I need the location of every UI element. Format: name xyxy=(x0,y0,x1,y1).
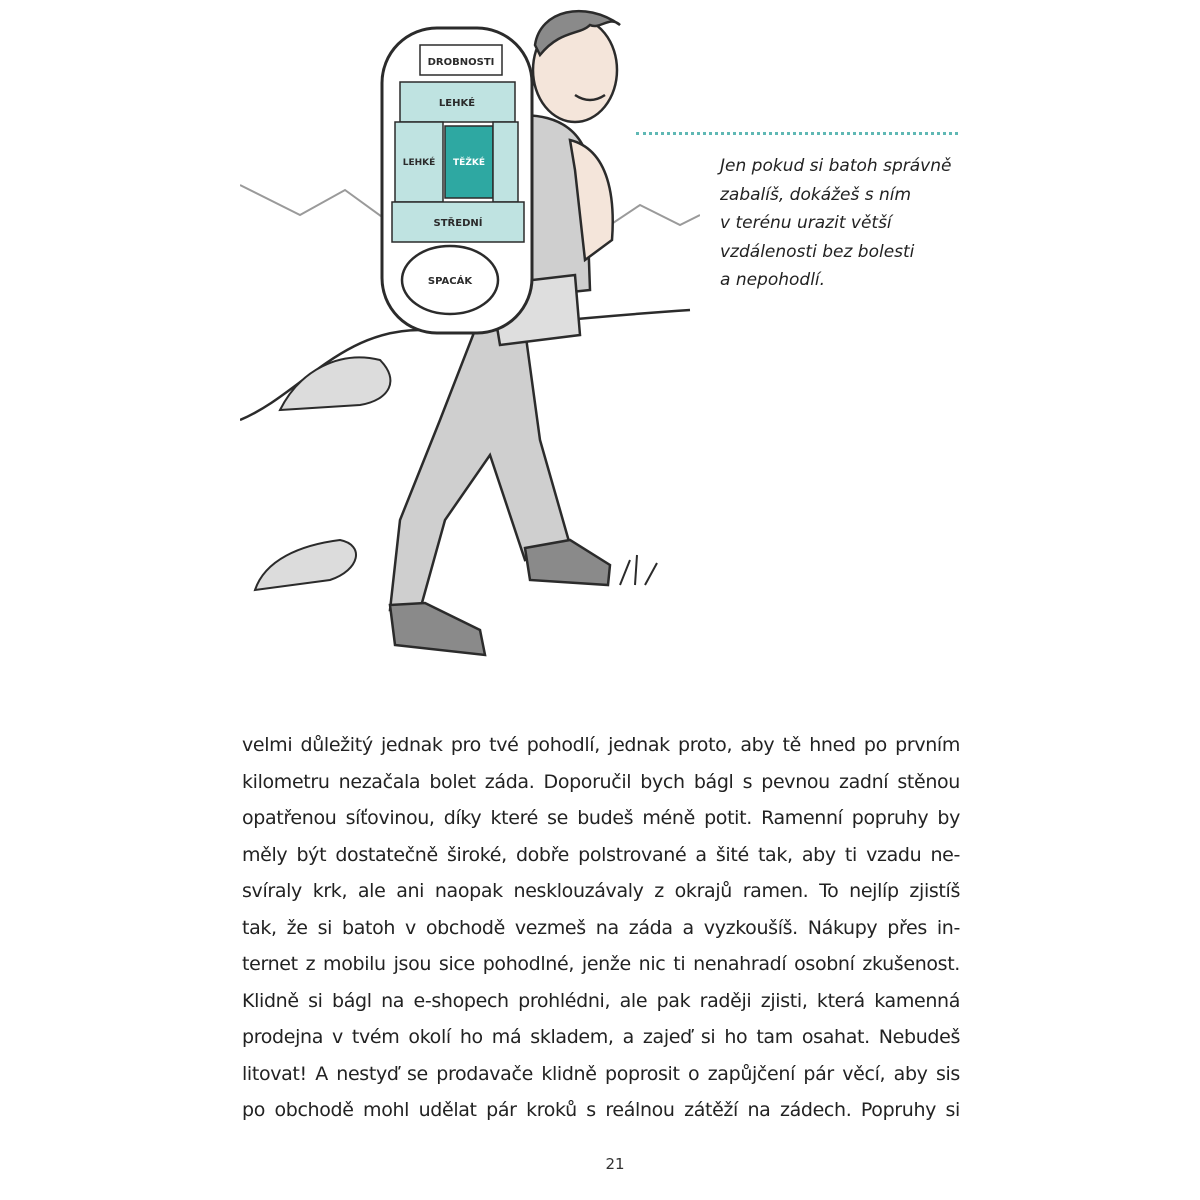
caption-line: zabalíš, dokážeš s ním xyxy=(720,184,912,205)
body-line: ternet z mobilu jsou sice pohodlné, jenže nic ti nenahradí osobní zkušenost. xyxy=(242,953,960,975)
body-line: prodejna v tvém okolí ho má skladem, a zajeď si ho tam osahat. Nebudeš xyxy=(242,1026,960,1048)
label-lehke-side: LEHKÉ xyxy=(402,158,436,168)
body-line: svíraly krk, ale ani naopak nesklouzávaly z okrajů ramen. To nejlíp zjistíš xyxy=(242,880,960,902)
body-line: po obchodě mohl udělat pár kroků s reálnou zátěží na zádech. Popruhy si xyxy=(242,1099,960,1121)
label-spacak: SPACÁK xyxy=(427,276,473,287)
body-line: tak, že si batoh v obchodě vezmeš na záda a vyzkoušíš. Nákupy přes in- xyxy=(242,916,960,939)
body-line: kilometru nezačala bolet záda. Doporučil bych bágl s pevnou zadní stěnou xyxy=(242,770,960,793)
illustration-caption xyxy=(720,152,970,295)
label-lehke-top: LEHKÉ xyxy=(438,98,476,109)
body-line: měly být dostatečně široké, dobře polstrované a šité tak, aby ti vzadu ne- xyxy=(242,843,960,866)
body-line: opatřenou síťovinou, díky které se budeš méně potit. Ramenní popruhy by xyxy=(242,807,960,829)
body-line: litovat! A nestyď se prodavače klidně poprosit o zapůjčení pár věcí, aby sis xyxy=(242,1062,960,1085)
body-line: velmi důležitý jednak pro tvé pohodlí, jednak proto, aby tě hned po prvním xyxy=(242,734,960,756)
body-line: Klidně si bágl na e-shopech prohlédni, ale pak raději zjisti, která kamenná xyxy=(242,989,960,1012)
rock-bottom xyxy=(255,540,356,590)
caption-line: Jen pokud si batoh správně xyxy=(720,156,952,176)
label-drobnosti: DROBNOSTI xyxy=(427,57,495,68)
caption-line: vzdálenosti bez bolesti xyxy=(720,241,915,262)
backpack-section-side-right xyxy=(493,122,518,202)
boot-front xyxy=(525,540,610,585)
label-stredni: STŘEDNÍ xyxy=(433,218,483,229)
caption-line: a nepohodlí. xyxy=(720,270,826,290)
boot-back xyxy=(390,603,485,655)
grass-tuft xyxy=(620,555,657,585)
label-tezke: TĚŽKÉ xyxy=(453,158,485,168)
page-number: 21 xyxy=(605,1155,625,1173)
hiker-illustration xyxy=(240,0,700,680)
caption-line: v terénu urazit větší xyxy=(720,213,892,233)
caption-divider xyxy=(636,132,958,135)
body-paragraph xyxy=(242,727,960,1129)
hiker-drawing xyxy=(240,0,700,680)
